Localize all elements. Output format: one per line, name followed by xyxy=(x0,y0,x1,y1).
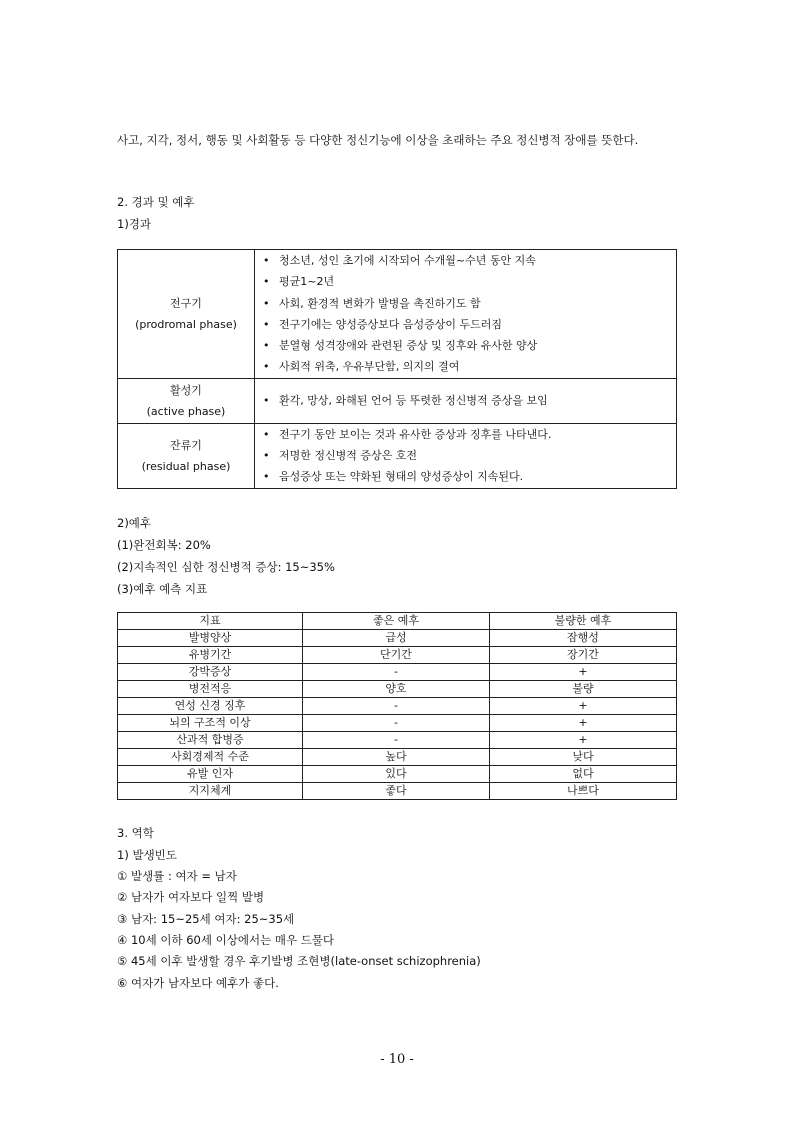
list-item: ② 남자가 여자보다 일찍 발병 xyxy=(117,890,265,904)
prognosis-heading: 2)예후 xyxy=(117,516,152,530)
table-row xyxy=(118,423,677,488)
table-cell: 단기간 xyxy=(303,647,490,664)
prognosis-line: (3)예후 예측 지표 xyxy=(117,582,208,596)
list-item: ① 발생률 : 여자 = 남자 xyxy=(117,869,237,883)
prognosis-line: (2)지속적인 심한 정신병적 증상: 15~35% xyxy=(117,560,335,574)
table-cell: 낮다 xyxy=(490,749,677,766)
page-number: - 10 - xyxy=(380,1052,414,1067)
table-cell: 불량 xyxy=(490,681,677,698)
list-item: • 평균1~2년 xyxy=(261,271,672,292)
phase-name-en: (active phase) xyxy=(146,404,226,418)
incidence-heading: 1) 발생빈도 xyxy=(117,848,177,862)
table-cell: 사회경제적 수준 xyxy=(118,749,303,766)
list-item: ⑥ 여자가 남자보다 예후가 좋다. xyxy=(117,976,279,990)
prognosis-table xyxy=(117,612,677,800)
list-item: • 청소년, 성인 초기에 시작되어 수개월~수년 동안 지속 xyxy=(261,250,672,271)
section-2-heading: 2. 경과 및 예후 xyxy=(117,195,195,209)
list-item: • 전구기에는 양성증상보다 음성증상이 두드러짐 xyxy=(261,314,672,335)
phase-items-cell xyxy=(255,378,677,423)
table-header: 지표 xyxy=(118,613,303,630)
table-cell: - xyxy=(303,664,490,681)
table-cell: 유발 인자 xyxy=(118,766,303,783)
table-row xyxy=(118,749,677,766)
table-cell: + xyxy=(490,664,677,681)
phase-items-cell xyxy=(255,250,677,379)
table-cell: 뇌의 구조적 이상 xyxy=(118,715,303,732)
table-cell: 높다 xyxy=(303,749,490,766)
table-cell: 양호 xyxy=(303,681,490,698)
intro-paragraph: 사고, 지각, 정서, 행동 및 사회활동 등 다양한 정신기능에 이상을 초래하는 주요 정신병적 장애를 뜻한다. xyxy=(117,133,639,147)
list-item: ④ 10세 이하 60세 이상에서는 매우 드물다 xyxy=(117,933,335,947)
table-cell: + xyxy=(490,732,677,749)
table-cell: 유병기간 xyxy=(118,647,303,664)
table-cell: 강박증상 xyxy=(118,664,303,681)
phase-name: 활성기 xyxy=(170,383,202,397)
list-item: • 사회적 위축, 우유부단함, 의지의 결여 xyxy=(261,356,672,377)
list-item: • 분열형 성격장애와 관련된 증상 및 징후와 유사한 양상 xyxy=(261,335,672,356)
list-item: • 사회, 환경적 변화가 발병을 촉진하기도 함 xyxy=(261,293,672,314)
phase-name-cell xyxy=(118,378,255,423)
course-table xyxy=(117,249,677,489)
list-item: ③ 남자: 15~25세 여자: 25~35세 xyxy=(117,912,295,926)
list-item: • 환각, 망상, 와해된 언어 등 뚜렷한 정신병적 증상을 보임 xyxy=(261,390,672,411)
table-row xyxy=(118,378,677,423)
table-row xyxy=(118,715,677,732)
table-cell: 장기간 xyxy=(490,647,677,664)
phase-name: 잔류기 xyxy=(170,438,202,452)
list-item: • 전구기 동안 보이는 것과 유사한 증상과 징후를 나타낸다. xyxy=(261,424,672,445)
table-header: 불량한 예후 xyxy=(490,613,677,630)
phase-name-en: (residual phase) xyxy=(141,459,231,473)
table-cell: 지지체계 xyxy=(118,783,303,800)
table-cell: 없다 xyxy=(490,766,677,783)
table-cell: 연성 신경 징후 xyxy=(118,698,303,715)
course-heading: 1)경과 xyxy=(117,217,152,231)
table-cell: 있다 xyxy=(303,766,490,783)
phase-name-en: (prodromal phase) xyxy=(135,317,237,331)
phase-name-cell xyxy=(118,250,255,379)
table-cell: 발병양상 xyxy=(118,630,303,647)
list-item: • 저명한 정신병적 증상은 호전 xyxy=(261,445,672,466)
table-header-row xyxy=(118,613,677,630)
prognosis-line: (1)완전회복: 20% xyxy=(117,538,211,552)
table-row xyxy=(118,630,677,647)
list-item: • 음성증상 또는 약화된 형태의 양성증상이 지속된다. xyxy=(261,466,672,487)
table-cell: 산과적 합병증 xyxy=(118,732,303,749)
table-row xyxy=(118,681,677,698)
table-cell: - xyxy=(303,698,490,715)
table-header: 좋은 예후 xyxy=(303,613,490,630)
table-cell: - xyxy=(303,715,490,732)
table-cell: - xyxy=(303,732,490,749)
table-cell: + xyxy=(490,698,677,715)
table-cell: 나쁘다 xyxy=(490,783,677,800)
table-cell: 잠행성 xyxy=(490,630,677,647)
table-cell: 좋다 xyxy=(303,783,490,800)
table-row xyxy=(118,647,677,664)
section-3-heading: 3. 역학 xyxy=(117,826,154,840)
table-row xyxy=(118,783,677,800)
table-row xyxy=(118,250,677,379)
table-row xyxy=(118,698,677,715)
table-cell: 급성 xyxy=(303,630,490,647)
phase-name: 전구기 xyxy=(170,296,202,310)
table-cell: + xyxy=(490,715,677,732)
phase-name-cell xyxy=(118,423,255,488)
table-cell: 병전적응 xyxy=(118,681,303,698)
list-item: ⑤ 45세 이후 발생할 경우 후기발병 조현병(late-onset schizophrenia) xyxy=(117,954,481,968)
table-row xyxy=(118,664,677,681)
table-row xyxy=(118,732,677,749)
phase-items-cell xyxy=(255,423,677,488)
table-row xyxy=(118,766,677,783)
